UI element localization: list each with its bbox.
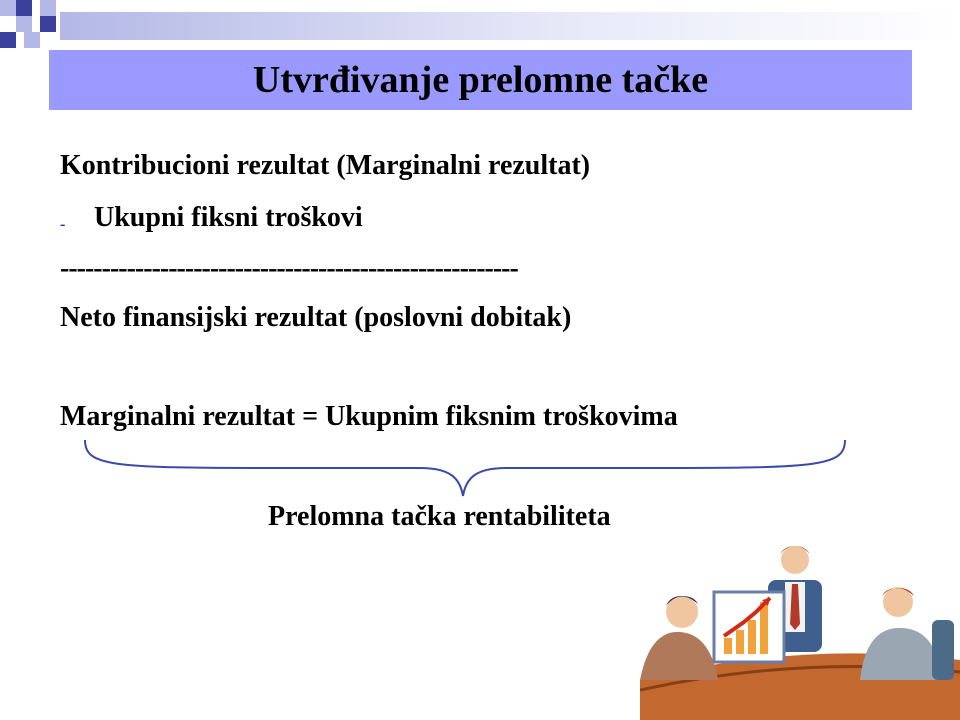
title-bar [49,50,912,110]
deco-square [16,16,32,32]
curly-brace [80,438,850,500]
slide-title: Utvrđivanje prelomne tačke [252,59,709,101]
deco-square [24,32,40,48]
separator-line: ------------------------------------------------------- [60,253,518,284]
header-gradient-band [60,12,960,40]
equation-line: Marginalni rezultat = Ukupnim fiksnim troškovima [60,401,678,432]
deco-square [0,32,16,48]
deco-square [60,16,76,32]
deco-square [40,16,56,32]
breakeven-label: Prelomna tačka rentabiliteta [268,501,611,532]
deco-square [0,0,16,16]
deco-square [16,0,32,16]
business-meeting-clipart [640,540,960,720]
deco-square [40,0,56,16]
dash-bullet: - [60,216,66,233]
header-decoration [0,0,960,50]
contribution-result-line: Kontribucioni rezultat (Marginalni rezultat) [60,150,591,181]
net-result-line: Neto finansijski rezultat (poslovni dobitak) [60,302,572,333]
fixed-costs-line: Ukupni fiksni troškovi [94,202,363,233]
